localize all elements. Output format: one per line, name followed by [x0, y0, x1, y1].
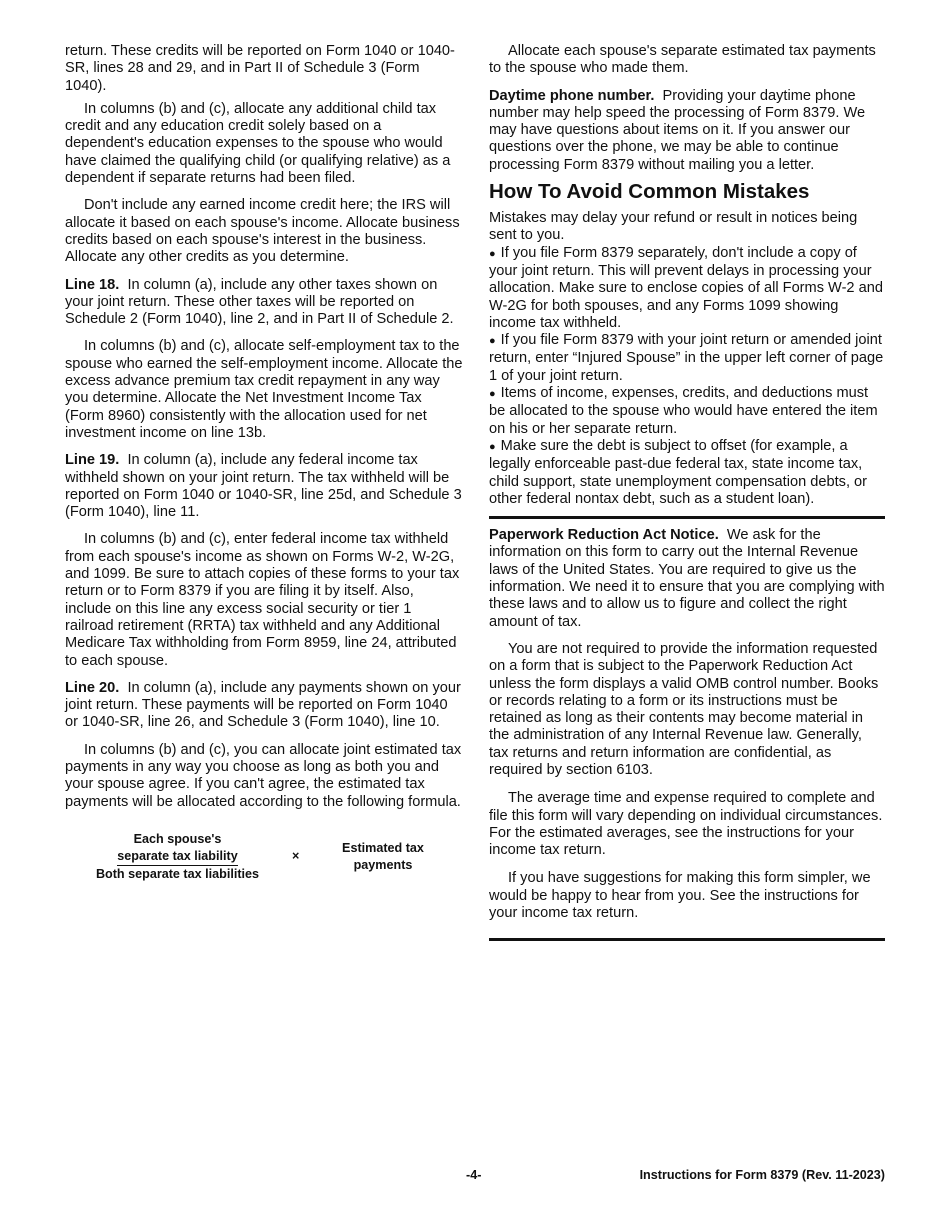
paragraph: If you have suggestions for making this form simpler, we would be happy to hear from you. See the instructions for your income tax return.: [489, 870, 871, 922]
bullet-icon: ●: [489, 247, 496, 260]
paragraph: In columns (b) and (c), allocate self-employment tax to the spouse who earned the self-employment income. Allocate the excess advance premium tax credit repayment in any way you determine. Allocate the Net Investment Income Tax (Form 8960) consistently with the allocation used for net investment income on line 13b.: [65, 338, 463, 441]
paperwork-notice-text: We ask for the information on this form to carry out the Internal Revenue laws of the United States. You are required to give us the information. We need it to ensure that you are complying with these laws and to allow us to figure and collect the right amount of tax.: [489, 527, 885, 630]
line-18-paragraph: [65, 277, 463, 329]
right-column: [489, 43, 885, 941]
paragraph: Mistakes may delay your refund or result in notices being sent to you.: [489, 210, 858, 244]
formula-denominator: Both separate tax liabilities: [95, 866, 260, 881]
page-number: -4-: [466, 1168, 482, 1182]
formula-est-line1: Estimated tax: [342, 840, 424, 855]
line-19-label: Line 19.: [65, 452, 120, 469]
line-20-paragraph: [65, 680, 463, 732]
paperwork-notice-paragraph: [489, 527, 885, 631]
formula-estimated-payments: [323, 840, 443, 874]
paragraph: In columns (b) and (c), allocate any additional child tax credit and any education credit solely based on a dependent's education expenses to the spouse who would have claimed the qualifying child (or qualifying relative) as a dependent if separate returns had been filed.: [65, 100, 451, 187]
bullet-item: [489, 332, 885, 385]
formula-est-line2: payments: [353, 857, 413, 872]
line-18-label: Line 18.: [65, 276, 120, 293]
bullet-text: Items of income, expenses, credits, and deductions must be allocated to the spouse who would have entered the item on his or her separate return.: [489, 385, 878, 437]
form-name: Instructions for Form 8379 (Rev. 11-2023): [639, 1168, 885, 1182]
left-column: [65, 43, 463, 891]
divider: [489, 938, 885, 941]
bullet-text: Make sure the debt is subject to offset (for example, a legally enforceable past-due federal tax, state income tax, child support, state unemployment compensation debts, or other federal nontax debt, such as a student loan).: [489, 437, 868, 507]
bullet-text: If you file Form 8379 with your joint return or amended joint return, enter “Injured Spouse” in the upper left corner of page 1 of your joint return.: [489, 332, 884, 384]
paragraph: return. These credits will be reported on Form 1040 or 1040-SR, lines 28 and 29, and in Part II of Schedule 3 (Form 1040).: [65, 43, 455, 94]
formula-numerator-line1: Each spouse's: [133, 831, 222, 846]
line-20-text: In column (a), include any payments shown on your joint return. These payments will be reported on Form 1040 or 1040-SR, line 26, and Schedule 3 (Form 1040), line 10.: [65, 679, 461, 731]
divider: [489, 516, 885, 519]
line-20-label: Line 20.: [65, 679, 120, 696]
line-19-text: In column (a), include any federal income tax withheld shown on your joint return. The tax withheld will be reported on Form 1040 or 1040-SR, line 25d, and Schedule 3 (Form 1040), line 11.: [65, 452, 462, 521]
paragraph: Don't include any earned income credit here; the IRS will allocate it based on each spouse's income. Allocate business credits based on each spouse's interest in the business. Allocate any other credits as you determine.: [65, 197, 460, 266]
paragraph: In columns (b) and (c), enter federal income tax withheld from each spouse's income as shown on Forms W-2, W-2G, and 1099. Be sure to attach copies of these forms to your tax return or to Form 8379 if you are filing it by itself. Also, include on this line any excess social security or tier 1 railroad retirement (RRTA) tax withheld and any Additional Medicare Tax withholding from Form 8959, line 24, attributed to each spouse.: [65, 531, 460, 669]
line-19-paragraph: [65, 452, 463, 521]
paragraph: In columns (b) and (c), you can allocate joint estimated tax payments in any way you choose as long as both you and your spouse agree. If you can't agree, the estimated tax payments will be allocated according to the following formula.: [65, 741, 462, 810]
bullet-icon: ●: [489, 440, 496, 453]
formula-numerator-line2: separate tax liability: [117, 848, 237, 866]
allocation-formula: [65, 831, 463, 891]
paragraph: You are not required to provide the information requested on a form that is subject to the Paperwork Reduction Act unless the form displays a valid OMB control number. Books or records relating to a form or its instructions must be retained as long as their contents may become material in the administration of any Internal Revenue law. Generally, tax returns and return information are confidential, as required by section 6103.: [489, 640, 879, 778]
paragraph: Allocate each spouse's separate estimated tax payments to the spouse who made them.: [489, 43, 876, 77]
bullet-icon: ●: [489, 335, 496, 348]
bullet-item: [489, 438, 885, 508]
bullet-item: [489, 385, 885, 438]
daytime-phone-paragraph: [489, 88, 885, 174]
section-heading: How To Avoid Common Mistakes: [489, 180, 810, 204]
daytime-phone-label: Daytime phone number.: [489, 87, 655, 104]
bullet-item: [489, 245, 885, 332]
formula-fraction: [85, 831, 270, 883]
paperwork-notice-label: Paperwork Reduction Act Notice.: [489, 527, 719, 544]
daytime-phone-text: Providing your daytime phone number may help speed the processing of Form 8379. We may have questions about items on it. If you answer our questions over the phone, we may be able to continue processing Form 8379 without mailing you a letter.: [489, 87, 866, 173]
bullet-text: If you file Form 8379 separately, don't include a copy of your joint return. This will prevent delays in processing your allocation. Make sure to enclose copies of all Forms W-2 and W-2G for both spouses, and any Forms 1099 showing income tax withheld.: [489, 244, 883, 331]
paragraph: The average time and expense required to complete and file this form will vary depending on individual circumstances. For the estimated averages, see the instructions for your income tax return.: [489, 790, 883, 859]
line-18-text: In column (a), include any other taxes shown on your joint return. These other taxes will be reported on Schedule 2 (Form 1040), line 2, and in Part II of Schedule 2.: [65, 276, 454, 328]
formula-times: ×: [292, 848, 300, 863]
bullet-icon: ●: [489, 388, 496, 401]
